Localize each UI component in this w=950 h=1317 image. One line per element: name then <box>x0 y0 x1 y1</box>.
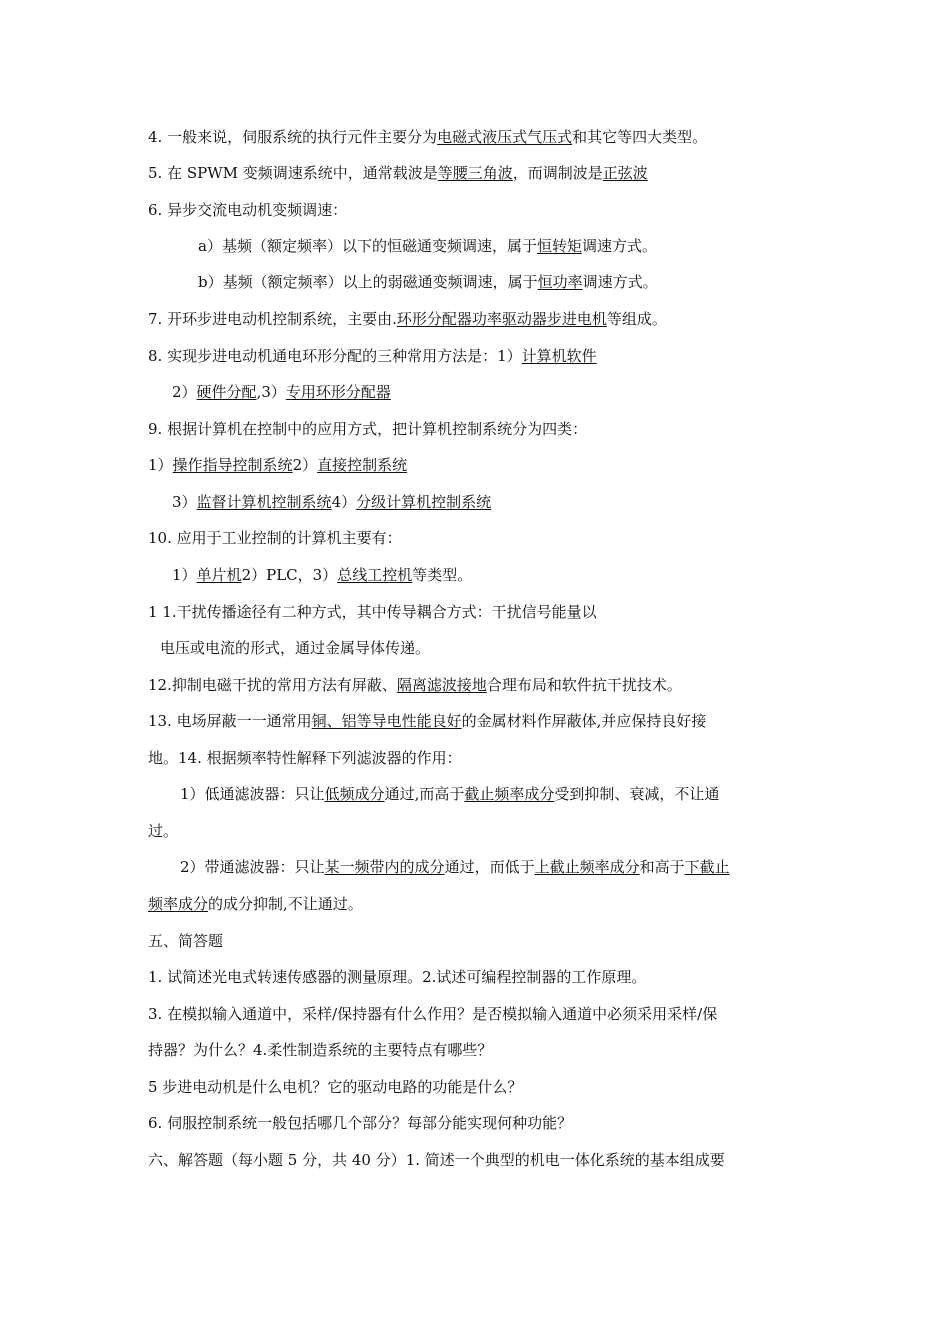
text-line <box>148 1040 492 1060</box>
text-segment: ，而调制波是 <box>512 164 603 182</box>
text-line <box>172 565 472 585</box>
text-segment: 5 步进电动机是什么电机？它的驱动电路的功能是什么？ <box>148 1078 523 1096</box>
text-segment: 2） <box>292 456 318 474</box>
text-line <box>148 1004 717 1024</box>
text-line <box>148 309 667 329</box>
answer-blank: 下截止 <box>684 858 730 876</box>
text-line <box>148 894 363 914</box>
text-line <box>198 272 658 292</box>
answer-blank: 隔离滤波接地 <box>396 676 487 694</box>
text-segment: 5. 在 SPWM 变频调速系统中，通常载波是 <box>148 164 438 182</box>
text-segment: 五、简答题 <box>148 932 224 950</box>
text-segment: 调速方式。 <box>582 273 658 291</box>
text-segment: 3. 在模拟输入通道中，采样/保持器有什么作用？是否模拟输入通道中必须采用采样/保 <box>148 1005 718 1023</box>
text-segment: 13. 电场屏蔽一一通常用 <box>148 712 312 730</box>
text-segment: 和其它等四大类型。 <box>572 128 708 146</box>
text-segment: 等类型。 <box>412 566 473 584</box>
text-line <box>148 821 178 841</box>
text-segment: 通过,而高于 <box>384 785 465 803</box>
text-segment: 的成分抑制,不让通过。 <box>208 895 363 913</box>
text-segment: 1） <box>148 456 173 474</box>
text-segment: 电压或电流的形式，通过金属导体传递。 <box>160 639 431 657</box>
answer-blank: 正弦波 <box>602 164 648 182</box>
text-segment: 4） <box>331 493 357 511</box>
text-segment: 2） <box>172 383 197 401</box>
answer-blank: 直接控制系统 <box>317 456 408 474</box>
text-line <box>148 419 587 439</box>
answer-blank: 计算机软件 <box>521 347 597 365</box>
text-segment: 6. 伺服控制系统一般包括哪几个部分？每部分能实现何种功能？ <box>148 1114 573 1132</box>
text-segment: b）基频（额定频率）以上的弱磁通变频调速，属于 <box>198 273 538 291</box>
text-segment: 地。14. 根据频率特性解释下列滤波器的作用： <box>148 749 462 767</box>
answer-blank: 总线工控机 <box>337 566 413 584</box>
text-line <box>180 857 730 877</box>
answer-blank: 电磁式液压式气压式 <box>437 128 573 146</box>
text-line <box>148 602 597 622</box>
text-segment: 通过，而低于 <box>444 858 535 876</box>
answer-blank: 操作指导控制系统 <box>172 456 293 474</box>
answer-blank: 环形分配器功率驱动器步进电机 <box>396 310 607 328</box>
text-segment: 12.抑制电磁干扰的常用方法有屏蔽、 <box>148 676 397 694</box>
text-segment: 的金属材料作屏蔽体,并应保持良好接 <box>461 712 707 730</box>
text-segment: ,3） <box>256 383 286 401</box>
text-line <box>148 967 646 987</box>
answer-blank: 低频成分 <box>324 785 385 803</box>
text-line <box>148 748 462 768</box>
answer-blank: 硬件分配 <box>196 383 257 401</box>
text-line <box>148 528 402 548</box>
text-segment: 1. 试简述光电式转速传感器的测量原理。2.试述可编程控制器的工作原理。 <box>148 968 647 986</box>
text-segment: 2）带通滤波器：只让 <box>180 858 325 876</box>
answer-blank: 等腰三角波 <box>437 164 513 182</box>
text-segment: 合理布局和软件抗干扰技术。 <box>486 676 682 694</box>
text-segment: 等组成。 <box>606 310 667 328</box>
text-segment: a）基频（额定频率）以下的恒磁通变频调速，属于 <box>198 237 537 255</box>
text-segment: 8. 实现步进电动机通电环形分配的三种常用方法是：1） <box>148 347 522 365</box>
text-line <box>148 163 648 183</box>
text-segment: 六、解答题（每小题 5 分，共 40 分）1. 简述一个典型的机电一体化系统的基本组成要 <box>148 1151 725 1169</box>
text-segment: 7. 开环步进电动机控制系统，主要由. <box>148 310 397 328</box>
text-line <box>198 236 657 256</box>
text-segment: 4. 一般来说，伺服系统的执行元件主要分为 <box>148 128 438 146</box>
answer-blank: 恒功率 <box>537 273 583 291</box>
text-line <box>148 1113 572 1133</box>
text-segment: 6. 异步交流电动机变频调速： <box>148 201 348 219</box>
text-segment: 1）低通滤波器：只让 <box>180 785 325 803</box>
text-line <box>148 346 597 366</box>
text-line <box>148 200 347 220</box>
text-segment: 2）PLC，3） <box>241 566 338 584</box>
answer-blank: 频率成分 <box>148 895 209 913</box>
text-line <box>148 675 682 695</box>
text-segment: 持器？为什么？4.柔性制造系统的主要特点有哪些？ <box>148 1041 493 1059</box>
text-line <box>160 638 430 658</box>
answer-blank: 监督计算机控制系统 <box>196 493 332 511</box>
text-line <box>148 1077 522 1097</box>
text-line <box>172 492 491 512</box>
answer-blank: 上截止频率成分 <box>534 858 640 876</box>
answer-blank: 某一频带内的成分 <box>324 858 445 876</box>
text-line <box>148 127 707 147</box>
answer-blank: 分级计算机控制系统 <box>356 493 492 511</box>
answer-blank: 铜、铝等导电性能良好 <box>311 712 462 730</box>
text-line <box>148 1150 725 1170</box>
text-segment: 3） <box>172 493 197 511</box>
text-segment: 调速方式。 <box>581 237 657 255</box>
text-line <box>148 455 407 475</box>
text-line <box>172 382 391 402</box>
text-segment: 过。 <box>148 822 179 840</box>
text-segment: 和高于 <box>639 858 685 876</box>
answer-blank: 恒转矩 <box>536 237 582 255</box>
text-line <box>148 931 223 951</box>
answer-blank: 专用环形分配器 <box>285 383 391 401</box>
text-segment: 10. 应用于工业控制的计算机主要有： <box>148 529 402 547</box>
text-segment: 1 1.干扰传播途径有二种方式，其中传导耦合方式：干扰信号能量以 <box>148 603 597 621</box>
text-segment: 9. 根据计算机在控制中的应用方式，把计算机控制系统分为四类： <box>148 420 588 438</box>
text-line <box>148 711 706 731</box>
text-segment: 受到抑制、衰减，不让通 <box>554 785 720 803</box>
text-segment: 1） <box>172 566 197 584</box>
answer-blank: 截止频率成分 <box>464 785 555 803</box>
text-line <box>180 784 719 804</box>
answer-blank: 单片机 <box>196 566 242 584</box>
